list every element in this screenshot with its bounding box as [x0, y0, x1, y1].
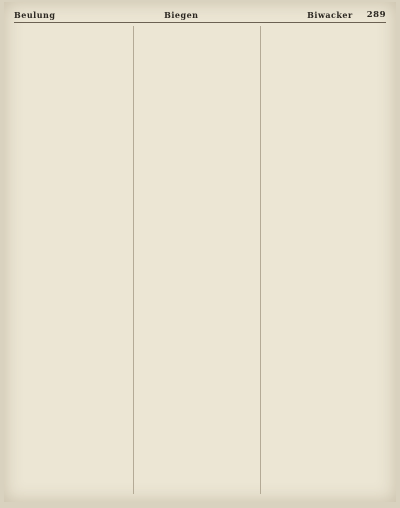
left-guideword: Beulung — [14, 10, 56, 20]
text-columns — [14, 26, 386, 494]
column-1 — [14, 26, 134, 494]
dictionary-page — [4, 2, 396, 502]
column-2 — [140, 26, 260, 494]
running-header — [14, 8, 386, 23]
column-3 — [267, 26, 386, 494]
right-guideword: Biwacker — [307, 10, 353, 20]
center-guideword: Biegen — [164, 10, 199, 20]
page-number: 289 — [366, 10, 386, 20]
